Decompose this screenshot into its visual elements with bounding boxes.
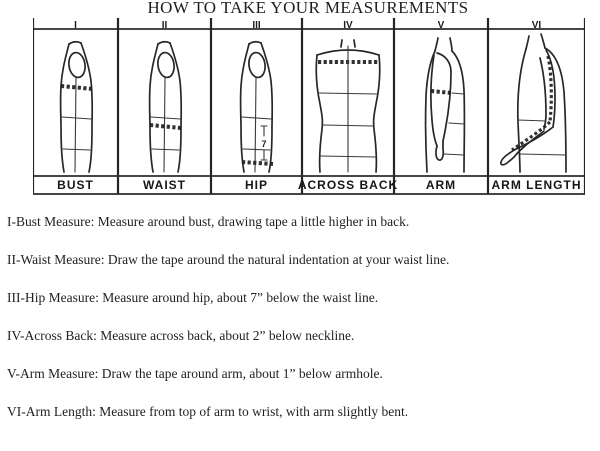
arm-length-figure-illustration [501, 34, 566, 172]
hip-depth-label: 7 [261, 139, 267, 149]
panel-numeral-waist: II [161, 20, 168, 31]
instruction-line-arm: V-Arm Measure: Draw the tape around arm, about 1” below armhole. [7, 366, 383, 381]
bust-figure-illustration [61, 42, 93, 172]
panel-numeral-across-back: IV [343, 20, 353, 31]
instruction-line-bust: I-Bust Measure: Measure around bust, drawing tape a little higher in back. [7, 214, 410, 229]
hip-tape-line [242, 162, 273, 164]
panel-numeral-bust: I [74, 20, 77, 31]
bust-tape-line [61, 86, 93, 89]
instruction-list [7, 212, 593, 440]
waist-tape-line [150, 125, 181, 128]
measurement-diagram [33, 14, 585, 200]
across-back-figure-illustration [316, 40, 380, 172]
arm-tape-line [431, 91, 452, 93]
instruction-line-waist: II-Waist Measure: Draw the tape around the natural indentation at your waist line. [7, 252, 450, 267]
panel-label-across-back: ACROSS BACK [297, 178, 399, 192]
arm-figure-illustration [426, 38, 465, 172]
hip-depth-arrow [261, 126, 267, 160]
hip-figure-illustration [241, 42, 273, 172]
panel-numeral-arm: V [437, 20, 445, 31]
panel-label-hip: HIP [244, 178, 269, 192]
panel-numeral-hip: III [252, 20, 261, 31]
waist-figure-illustration [150, 42, 182, 172]
panel-label-waist: WAIST [143, 178, 186, 192]
instruction-line-hip: III-Hip Measure: Measure around hip, about 7” below the waist line. [7, 290, 379, 305]
panel-label-bust: BUST [57, 178, 94, 192]
panel-label-arm: ARM [425, 178, 457, 192]
instruction-line-across-back: IV-Across Back: Measure across back, about 2” below neckline. [7, 328, 355, 343]
panel-numeral-arm-length: VI [531, 20, 542, 31]
instruction-line-arm-length: VI-Arm Length: Measure from top of arm to wrist, with arm slightly bent. [7, 404, 409, 419]
page-title: HOW TO TAKE YOUR MEASUREMENTS [147, 0, 469, 17]
panel-label-arm-length: ARM LENGTH [491, 178, 582, 192]
